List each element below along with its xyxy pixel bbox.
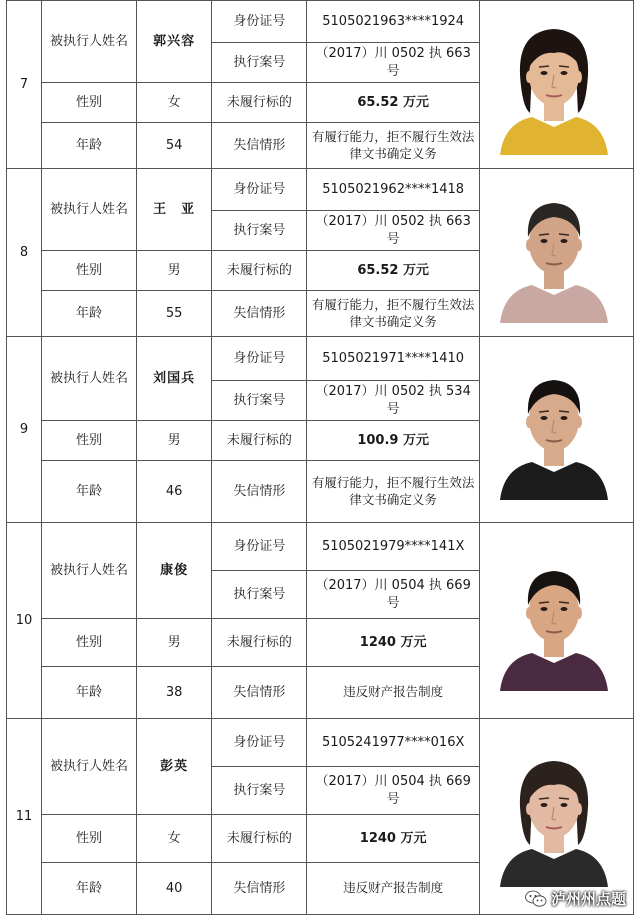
- portrait-photo: [494, 15, 614, 155]
- wechat-icon: [525, 890, 547, 908]
- status-label: 失信情形: [212, 291, 307, 337]
- amount-label: 未履行标的: [212, 421, 307, 461]
- debtor-name: 刘国兵: [136, 337, 211, 421]
- age-value: 46: [136, 461, 211, 523]
- record-index: 10: [7, 523, 42, 719]
- photo-cell: [479, 523, 633, 719]
- photo-frame: [484, 339, 625, 521]
- status-value: 有履行能力，拒不履行生效法律文书确定义务: [307, 461, 480, 523]
- gender-value: 女: [136, 815, 211, 863]
- portrait-photo: [494, 747, 614, 887]
- amount-label: 未履行标的: [212, 619, 307, 667]
- case-label: 执行案号: [212, 211, 307, 251]
- table-row: [7, 719, 634, 767]
- id-label: 身份证号: [212, 1, 307, 43]
- case-label: 执行案号: [212, 381, 307, 421]
- amount-label: 未履行标的: [212, 815, 307, 863]
- dishonest-debtors-table: [6, 0, 634, 915]
- record-index: 9: [7, 337, 42, 523]
- debtor-name: 郭兴容: [136, 1, 211, 83]
- age-label: 年龄: [41, 291, 136, 337]
- gender-value: 男: [136, 619, 211, 667]
- photo-frame: [484, 3, 625, 167]
- table-row: [7, 1, 634, 43]
- table-row: [7, 337, 634, 381]
- photo-cell: [479, 337, 633, 523]
- photo-cell: [479, 1, 633, 169]
- age-label: 年龄: [41, 863, 136, 915]
- table-row: [7, 523, 634, 571]
- status-label: 失信情形: [212, 461, 307, 523]
- watermark-text: 泸州州点题: [550, 890, 626, 908]
- photo-frame: [484, 721, 625, 913]
- name-label: 被执行人姓名: [41, 337, 136, 421]
- amount-value: 1240 万元: [307, 815, 480, 863]
- id-number: 5105021963****1924: [307, 1, 480, 43]
- portrait-photo: [494, 360, 614, 500]
- status-value: 有履行能力，拒不履行生效法律文书确定义务: [307, 291, 480, 337]
- case-number: （2017）川 0502 执 534 号: [307, 381, 480, 421]
- status-value: 有履行能力，拒不履行生效法律文书确定义务: [307, 123, 480, 169]
- name-label: 被执行人姓名: [41, 523, 136, 619]
- photo-frame: [484, 525, 625, 717]
- record-index: 8: [7, 169, 42, 337]
- id-label: 身份证号: [212, 719, 307, 767]
- status-label: 失信情形: [212, 863, 307, 915]
- gender-label: 性别: [41, 421, 136, 461]
- case-label: 执行案号: [212, 767, 307, 815]
- id-label: 身份证号: [212, 169, 307, 211]
- id-label: 身份证号: [212, 337, 307, 381]
- case-number: （2017）川 0502 执 663 号: [307, 43, 480, 83]
- amount-label: 未履行标的: [212, 83, 307, 123]
- name-label: 被执行人姓名: [41, 169, 136, 251]
- amount-value: 65.52 万元: [307, 83, 480, 123]
- gender-label: 性别: [41, 83, 136, 123]
- record-index: 11: [7, 719, 42, 915]
- case-number: （2017）川 0502 执 663 号: [307, 211, 480, 251]
- age-label: 年龄: [41, 461, 136, 523]
- age-value: 55: [136, 291, 211, 337]
- gender-value: 男: [136, 251, 211, 291]
- table-row: [7, 169, 634, 211]
- age-value: 54: [136, 123, 211, 169]
- photo-cell: [479, 169, 633, 337]
- status-value: 违反财产报告制度: [307, 667, 480, 719]
- record-index: 7: [7, 1, 42, 169]
- gender-value: 女: [136, 83, 211, 123]
- amount-value: 1240 万元: [307, 619, 480, 667]
- amount-value: 65.52 万元: [307, 251, 480, 291]
- id-number: 5105241977****016X: [307, 719, 480, 767]
- gender-label: 性别: [41, 251, 136, 291]
- amount-label: 未履行标的: [212, 251, 307, 291]
- status-label: 失信情形: [212, 123, 307, 169]
- id-number: 5105021979****141X: [307, 523, 480, 571]
- debtor-name: 王 亚: [136, 169, 211, 251]
- portrait-photo: [494, 551, 614, 691]
- case-label: 执行案号: [212, 43, 307, 83]
- case-number: （2017）川 0504 执 669 号: [307, 767, 480, 815]
- name-label: 被执行人姓名: [41, 1, 136, 83]
- gender-label: 性别: [41, 619, 136, 667]
- photo-frame: [484, 171, 625, 335]
- age-label: 年龄: [41, 667, 136, 719]
- id-number: 5105021962****1418: [307, 169, 480, 211]
- age-label: 年龄: [41, 123, 136, 169]
- name-label: 被执行人姓名: [41, 719, 136, 815]
- id-number: 5105021971****1410: [307, 337, 480, 381]
- debtor-name: 彭英: [136, 719, 211, 815]
- debtor-name: 康俊: [136, 523, 211, 619]
- age-value: 40: [136, 863, 211, 915]
- id-label: 身份证号: [212, 523, 307, 571]
- status-label: 失信情形: [212, 667, 307, 719]
- portrait-photo: [494, 183, 614, 323]
- photo-cell: [479, 719, 633, 915]
- gender-label: 性别: [41, 815, 136, 863]
- watermark: [525, 888, 626, 909]
- case-label: 执行案号: [212, 571, 307, 619]
- amount-value: 100.9 万元: [307, 421, 480, 461]
- case-number: （2017）川 0504 执 669 号: [307, 571, 480, 619]
- status-value: 违反财产报告制度: [307, 863, 480, 915]
- age-value: 38: [136, 667, 211, 719]
- gender-value: 男: [136, 421, 211, 461]
